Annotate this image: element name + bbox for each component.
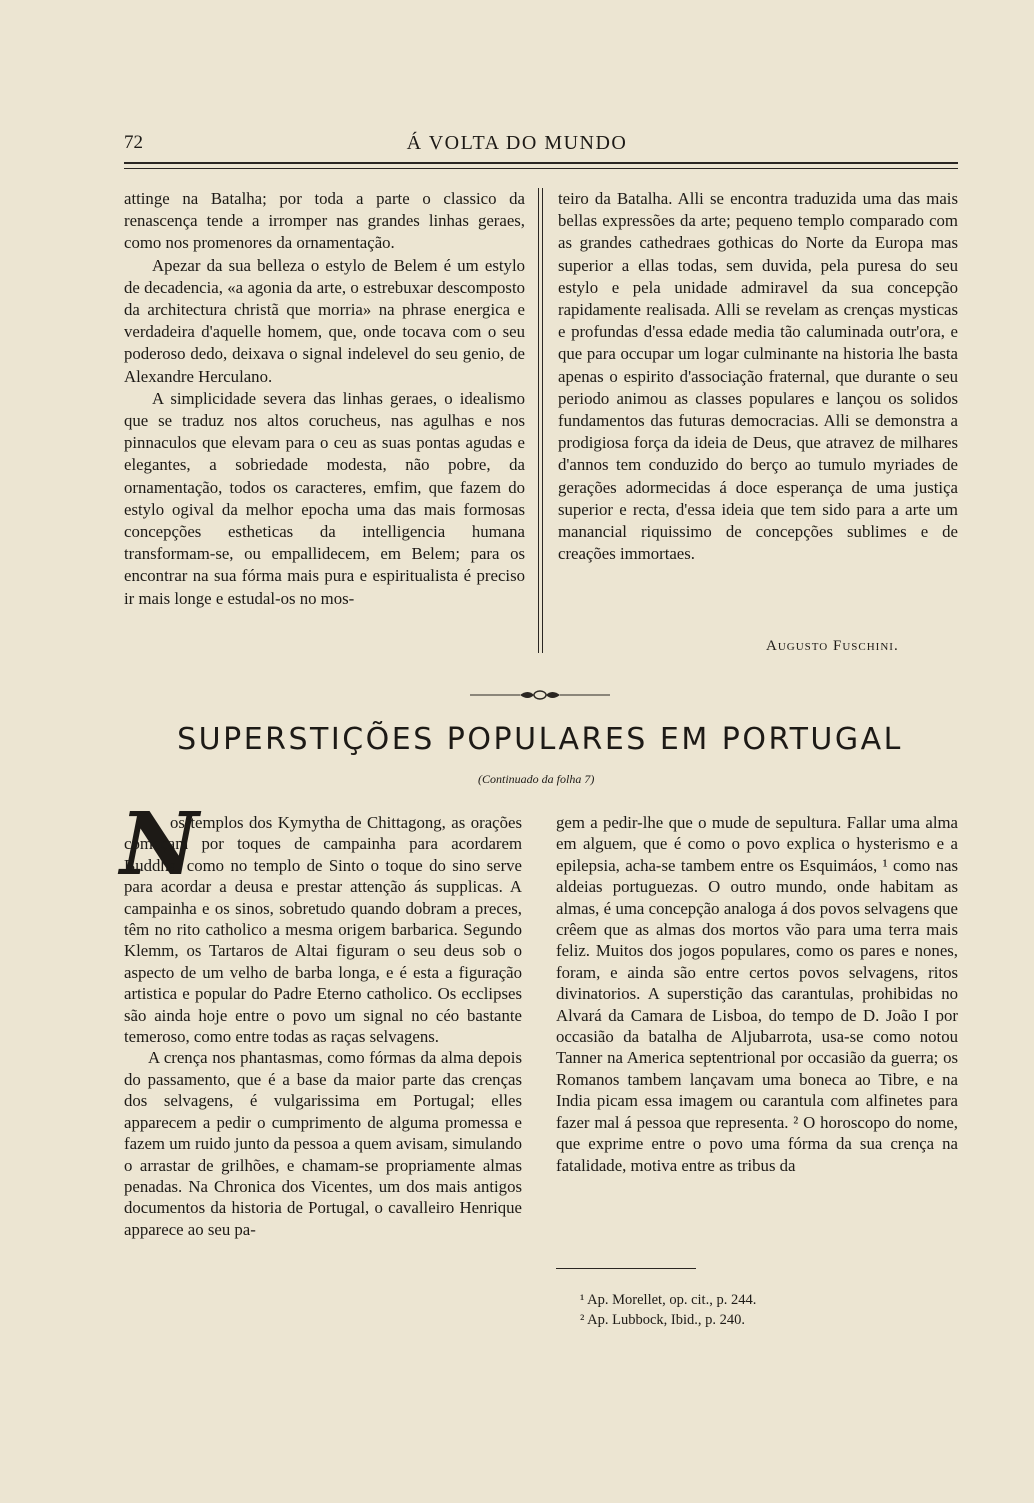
header-rule	[124, 162, 958, 164]
footnote: ¹ Ap. Morellet, op. cit., p. 244.	[580, 1292, 757, 1308]
paragraph: os templos dos Kymytha de Chittagong, as orações começam por toques de campainha para acordarem Buddha, como no templo de Sinto o toque do sino serve para acordar a deusa e prestar attenção ás supplicas. A campainha e os sinos, sobretudo quando dobram a preces, têm no rito catholico a mesma origem barbarica. Segundo Klemm, os Tartaros de Altai figuram o seu deus sob o aspecto de um velho de barba longa, e é esta a figuração artistica e popular do Padre Eterno catholico. Os ecclipses são ainda hoje entre o povo um signal no céo bastante temeroso, como entre todas as raças selvagens.	[124, 813, 522, 1047]
second-article-right-column	[556, 812, 958, 1176]
footnote-rule	[556, 1268, 696, 1269]
continued-note: (Continuado da folha 7)	[478, 772, 595, 786]
paragraph: gem a pedir-lhe que o mude de sepultura. Fallar uma alma em alguem, que é como o povo explica o hysterismo e a epilepsia, acha-se tambem entre os Esquimáos, ¹ como nas aldeias portuguezas. O outro mundo, onde habitam as almas, é uma concepção analoga á dos povos selvagens que crêem que as almas dos mortos vão para uma terra mais feliz. Muitos dos jogos populares, como os pares e nones, foram, e ainda são entre certos povos selvagens, ritos divinatorios. A superstição das carantulas, prohibidas no Alvará da Camara de Lisboa, do tempo de D. João I por occasião da batalha de Aljubarrota, usa-se como notou Tanner na America septentrional por occasião da guerra; os Romanos tambem lançavam uma boneca ao Tibre, e na India picam essa imagem ou carantula com alfinetes para fazer mal á pessoa que representa. ² O horoscopo do nome, que exprime entre o povo uma fórma da sua crença na fatalidade, motiva entre as tribus da	[556, 813, 958, 1175]
signature: Augusto Fuschini.	[766, 638, 899, 654]
article-title: SUPERSTIÇÕES POPULARES EM PORTUGAL	[177, 722, 903, 757]
first-article-right-column	[558, 188, 958, 565]
running-title: Á VOLTA DO MUNDO	[406, 132, 628, 154]
header-rule-thin	[124, 168, 958, 169]
column-divider	[542, 188, 543, 653]
paragraph: attinge na Batalha; por toda a parte o classico da renascença tende a irromper nas grandes linhas geraes, como nos promenores da ornamentação.	[124, 189, 525, 253]
paragraph: teiro da Batalha. Alli se encontra traduzida uma das mais bellas expressões da arte; pequeno templo comparado com as grandes cathedraes gothicas do Norte da Europa mas superior a ellas todas, sem duvida, pela puresa do seu estylo e pela unidade admiravel da sua concepção rapidamente realisada. Alli se revelam as crenças mysticas e profundas d'essa edade media tão caluminada outr'ora, e que para occupar um logar culminante na historia lhe basta apenas o espirito d'associação fraternal, que durante o seu periodo animou as classes populares e lançou os solidos fundamentos das futuras democracias. Alli se demonstra a prodigiosa força da ideia de Deus, que atravez de milhares d'annos tem conduzido do berço ao tumulo myriades de gerações adormecidas á doce esperança de uma justiça superior e recta, d'essa ideia que tem sido para a arte um manancial riquissimo de concepções sublimes e de creações immortaes.	[558, 189, 958, 564]
second-article-left-column	[124, 812, 522, 1240]
page-number: 72	[124, 132, 143, 153]
first-article-left-column	[124, 188, 525, 610]
drop-cap: N	[120, 794, 199, 895]
ornament-divider	[470, 684, 610, 706]
paragraph: A crença nos phantasmas, como fórmas da alma depois do passamento, que é a base da maior parte das crenças dos selvagens, é vulgarissima em Portugal; elles apparecem a pedir o cumprimento de alguma promessa e fazem um ruido junto da pessoa a quem avisam, simulando o arrastar de grilhões, e chamam-se propriamente almas penadas. Na Chronica dos Vicentes, um dos mais antigos documentos da historia de Portugal, o cavalleiro Henrique apparece ao seu pa-	[124, 1048, 522, 1239]
footnotes	[580, 1290, 756, 1330]
column-divider	[538, 188, 539, 653]
paragraph: Apezar da sua belleza o estylo de Belem é um estylo de decadencia, «a agonia da arte, o estrebuxar descomposto da architectura christã que morria» na phrase energica e verdadeira d'aquelle homem, que, onde tocava com o seu poderoso dedo, deixava o signal indelevel do seu genio, de Alexandre Herculano.	[124, 255, 525, 386]
footnote: ² Ap. Lubbock, Ibid., p. 240.	[580, 1312, 746, 1328]
paragraph: A simplicidade severa das linhas geraes, o idealismo que se traduz nos altos corucheus, nas agulhas e nos pinnaculos que elevam para o ceu as suas pontas agudas e elegantes, a sobriedade modesta, não pobre, da ornamentação, todos os caracteres, emfim, que fazem do estylo ogival da melhor epocha uma das mais formosas concepções estheticas da intelligencia humana transformam-se, ou empallidecem, em Belem; para os encontrar na sua fórma mais pura e espiritualista é preciso ir mais longe e estudal-os no mos-	[124, 388, 525, 608]
